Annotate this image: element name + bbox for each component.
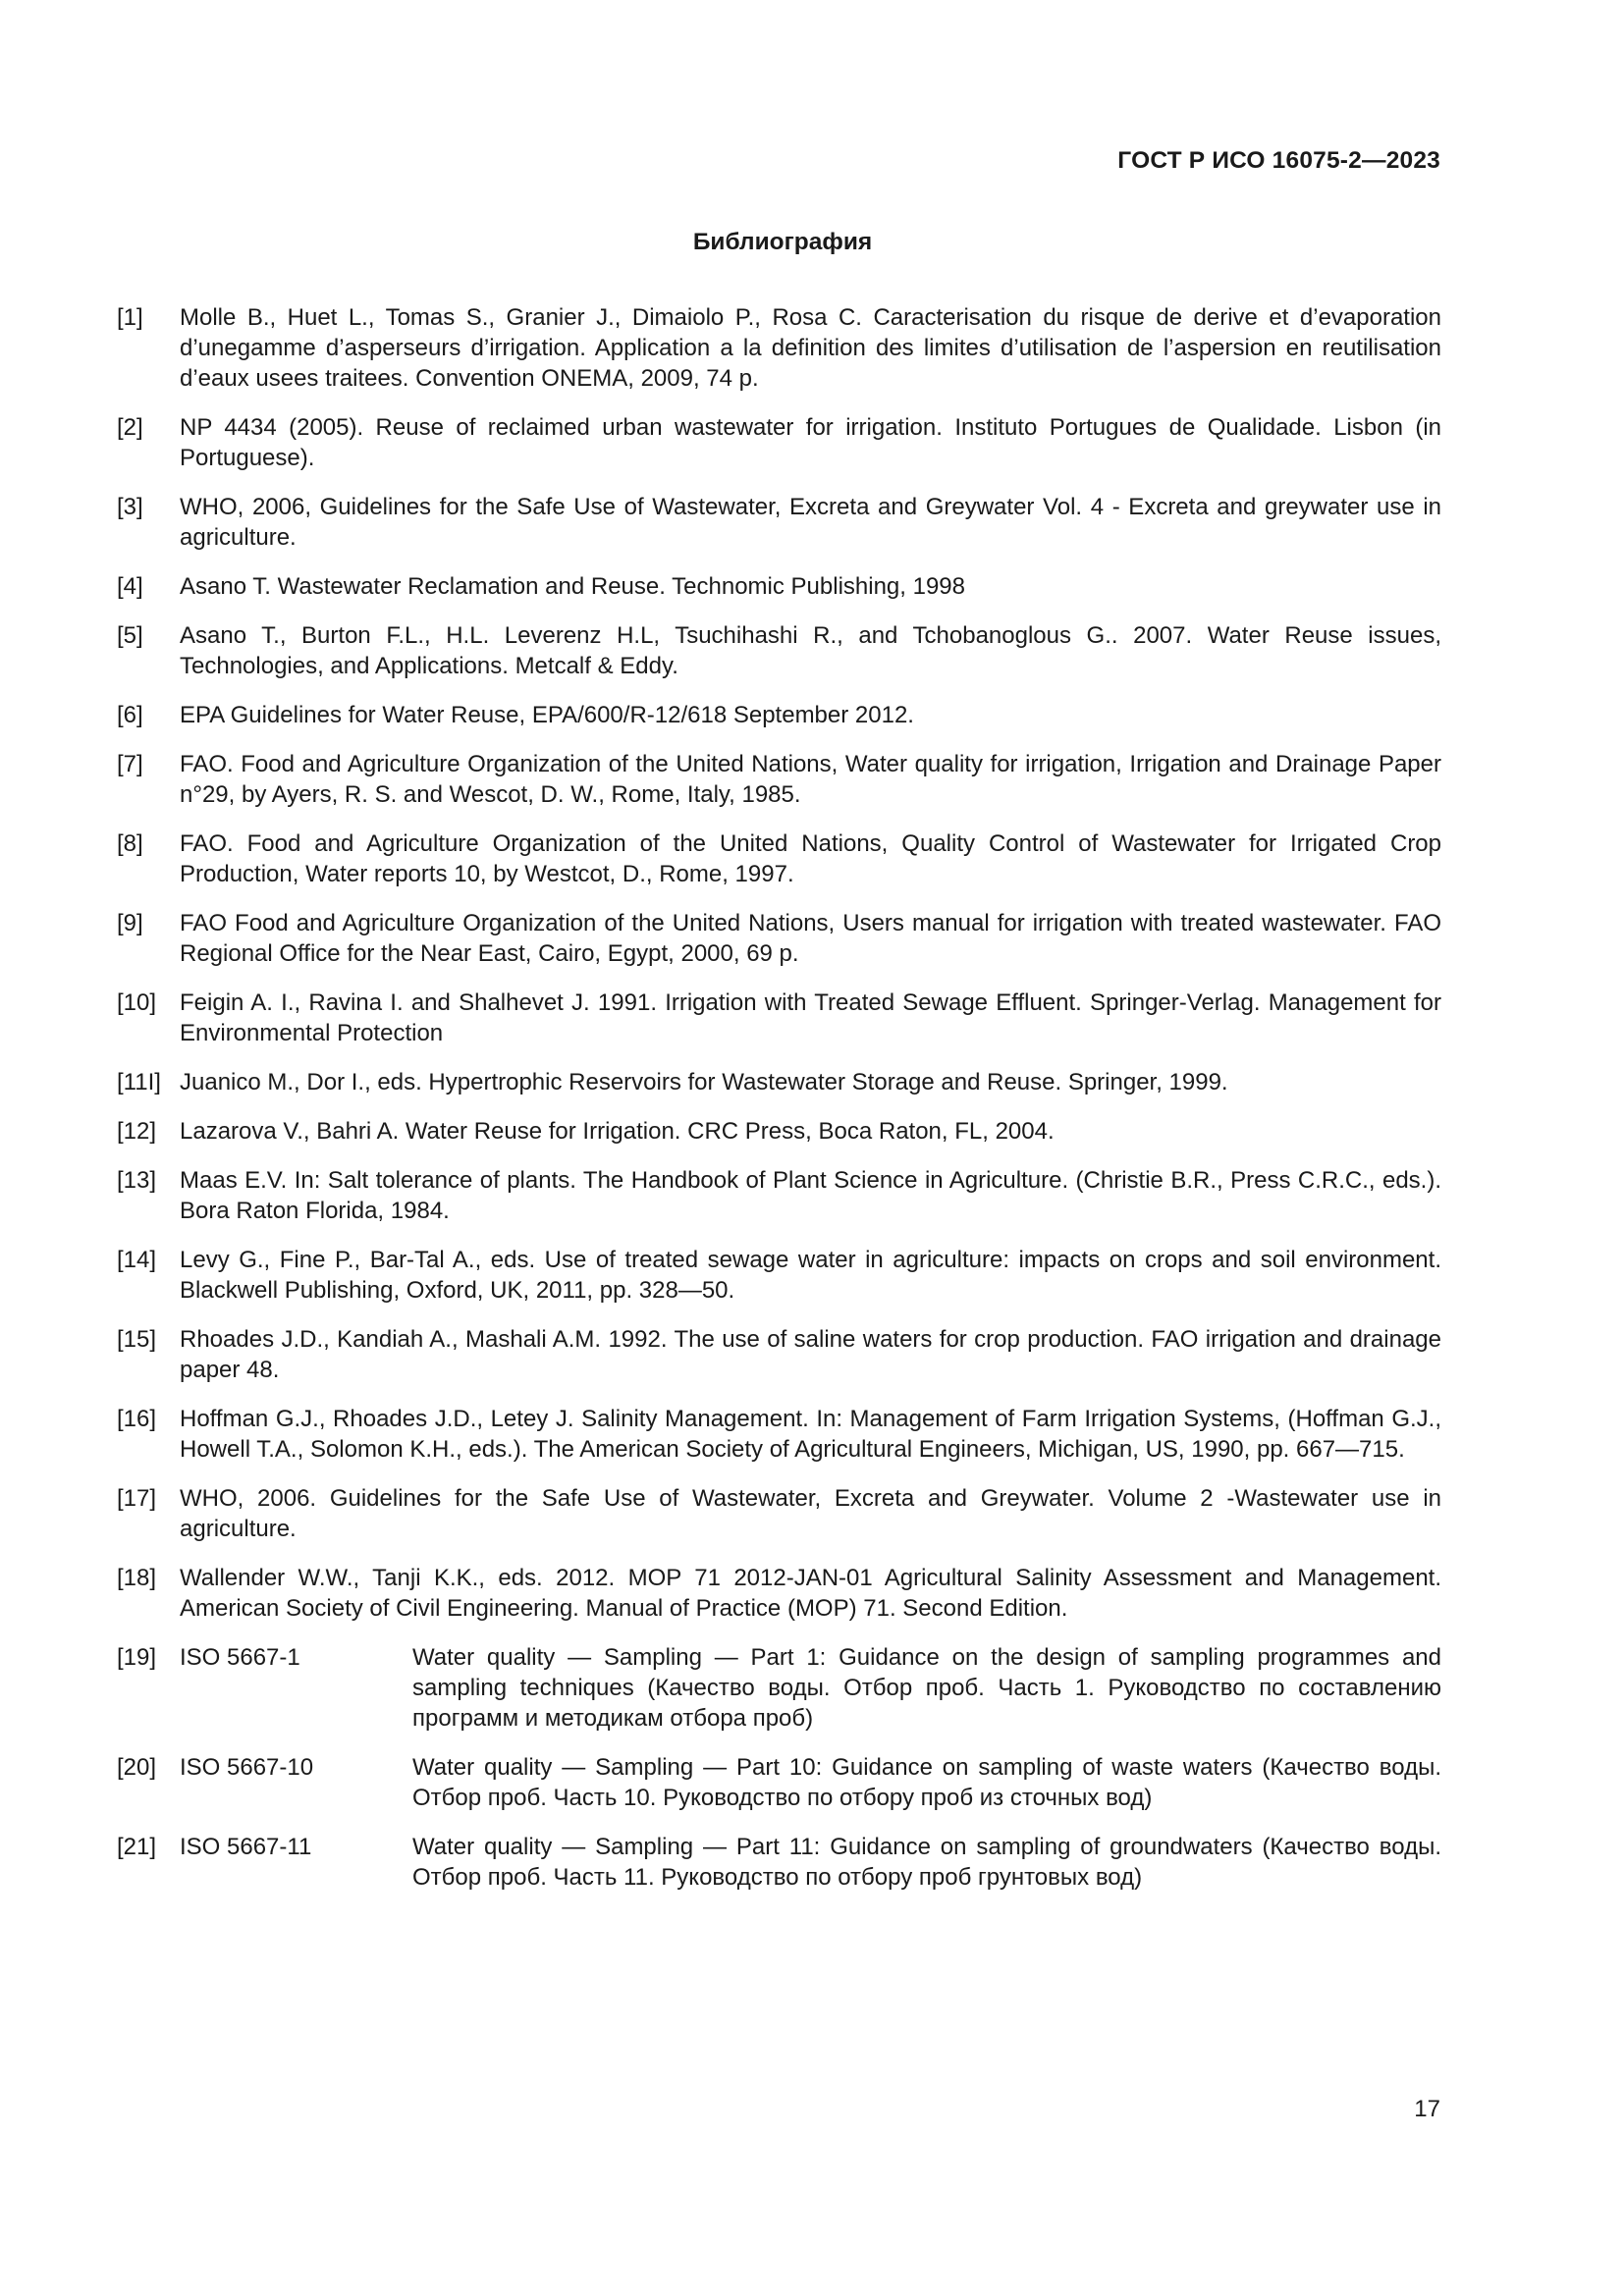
section-title: Библиография (692, 229, 873, 255)
bibliography-entry (117, 1563, 1441, 1624)
entry-text: FAO. Food and Agriculture Organization of the United Nations, Water quality for irrigation, Irrigation and Drainage Paper n°29, by Ayers, R. S. and Wescot, D. W., Rome, Italy, 1985. (180, 751, 1441, 808)
entry-text: NP 4434 (2005). Reuse of reclaimed urban wastewater for irrigation. Instituto Portugues de Qualidade. Lisbon (in Portuguese). (180, 414, 1441, 471)
entry-number: [7] (117, 751, 143, 777)
bibliography-entry (117, 1245, 1441, 1306)
bibliography-entry (117, 1324, 1441, 1385)
bibliography-entry (117, 1165, 1441, 1226)
bibliography-entry (117, 620, 1441, 681)
entry-number: [12] (117, 1118, 157, 1145)
entry-number: [18] (117, 1565, 157, 1591)
entry-number: [17] (117, 1485, 157, 1512)
entry-number: [5] (117, 622, 143, 649)
entry-number: [19] (117, 1644, 157, 1671)
entry-text: Lazarova V., Bahri A. Water Reuse for Irrigation. CRC Press, Boca Raton, FL, 2004. (180, 1118, 1055, 1145)
entry-number: [20] (117, 1754, 157, 1781)
standard-reference-entry (117, 1832, 1441, 1893)
standard-reference-entry (117, 1752, 1441, 1813)
bibliography-entry (117, 988, 1441, 1048)
entry-text: FAO. Food and Agriculture Organization of the United Nations, Quality Control of Wastewater for Irrigated Crop Production, Water reports 10, by Westcot, D., Rome, 1997. (180, 830, 1441, 887)
bibliography-entry (117, 1483, 1441, 1544)
standard-title: Water quality — Sampling — Part 10: Guidance on sampling of waste waters (Качество воды. Отбор проб. Часть 10. Руководство по отбору проб из сточных вод) (412, 1754, 1441, 1811)
entry-number: [3] (117, 494, 143, 520)
entry-number: [6] (117, 702, 143, 728)
entry-text: Asano T. Wastewater Reclamation and Reuse. Technomic Publishing, 1998 (180, 573, 966, 600)
bibliography-entry (117, 1116, 1441, 1147)
entry-number: [2] (117, 414, 143, 441)
entry-number: [14] (117, 1247, 157, 1273)
standard-code: ISO 5667-1 (180, 1644, 300, 1671)
entry-text: Levy G., Fine P., Bar-Tal A., eds. Use of treated sewage water in agriculture: impacts on crops and soil environment. Blackwell Publishing, Oxford, UK, 2011, pp. 328—50. (180, 1247, 1441, 1304)
entry-number: [11I] (117, 1069, 161, 1095)
entry-text: WHO, 2006. Guidelines for the Safe Use of Wastewater, Excreta and Greywater. Volume 2 -Wastewater use in agriculture. (180, 1485, 1441, 1542)
bibliography-entry (117, 908, 1441, 969)
entry-text: FAO Food and Agriculture Organization of the United Nations, Users manual for irrigation with treated wastewater. FAO Regional Office for the Near East, Cairo, Egypt, 2000, 69 p. (180, 910, 1441, 967)
entry-number: [9] (117, 910, 143, 936)
document-code: ГОСТ Р ИСО 16075-2—2023 (1117, 147, 1440, 174)
entry-number: [15] (117, 1326, 157, 1353)
bibliography-entry (117, 492, 1441, 553)
entry-number: [10] (117, 989, 157, 1016)
standard-title: Water quality — Sampling — Part 11: Guidance on sampling of groundwaters (Качество воды. Отбор проб. Часть 11. Руководство по отбору проб грунтовых вод) (412, 1834, 1441, 1891)
bibliography-entry (117, 828, 1441, 889)
entry-text: Wallender W.W., Tanji K.K., eds. 2012. MOP 71 2012-JAN-01 Agricultural Salinity Assessment and Management. American Society of Civil Engineering. Manual of Practice (MOP) 71. Second Edition. (180, 1565, 1441, 1622)
entry-number: [13] (117, 1167, 157, 1194)
page-number: 17 (1414, 2096, 1440, 2122)
bibliography-entry (117, 571, 1441, 602)
entry-text: Feigin A. I., Ravina I. and Shalhevet J. 1991. Irrigation with Treated Sewage Effluent. Springer-Verlag. Management for Environmental Protection (180, 989, 1441, 1046)
bibliography-entry (117, 412, 1441, 473)
standard-reference-entry (117, 1642, 1441, 1734)
bibliography-entry (117, 1404, 1441, 1465)
bibliography-entry (117, 700, 1441, 730)
entry-text: Molle B., Huet L., Tomas S., Granier J., Dimaiolo P., Rosa C. Caracterisation du risque de derive et d’evaporation d’unegamme d’asperseurs d’irrigation. Application a la definition des limites d’utilisation de l’aspersion en reutilisation d’eaux usees traitees. Convention ONEMA, 2009, 74 p. (180, 304, 1441, 392)
entry-number: [16] (117, 1406, 157, 1432)
entry-number: [1] (117, 304, 143, 331)
entry-number: [4] (117, 573, 143, 600)
standard-code: ISO 5667-10 (180, 1754, 314, 1781)
bibliography-entry (117, 302, 1441, 394)
standard-code: ISO 5667-11 (180, 1834, 312, 1860)
bibliography-entry (117, 749, 1441, 810)
bibliography-list (117, 302, 1441, 1911)
entry-text: Asano T., Burton F.L., H.L. Leverenz H.L, Tsuchihashi R., and Tchobanoglous G.. 2007. Water Reuse issues, Technologies, and Applications. Metcalf & Eddy. (180, 622, 1441, 679)
entry-text: EPA Guidelines for Water Reuse, EPA/600/R-12/618 September 2012. (180, 702, 914, 728)
entry-text: Juanico M., Dor I., eds. Hypertrophic Reservoirs for Wastewater Storage and Reuse. Springer, 1999. (180, 1069, 1228, 1095)
bibliography-entry (117, 1067, 1441, 1097)
entry-text: Maas E.V. In: Salt tolerance of plants. The Handbook of Plant Science in Agriculture. (Christie B.R., Press C.R.C., eds.). Bora Raton Florida, 1984. (180, 1167, 1441, 1224)
entry-text: WHO, 2006, Guidelines for the Safe Use of Wastewater, Excreta and Greywater Vol. 4 - Excreta and greywater use in agriculture. (180, 494, 1441, 551)
entry-text: Hoffman G.J., Rhoades J.D., Letey J. Salinity Management. In: Management of Farm Irrigation Systems, (Hoffman G.J., Howell T.A., Solomon K.H., eds.). The American Society of Agricultural Engineers, Michigan, US, 1990, pp. 667—715. (180, 1406, 1441, 1463)
entry-text: Rhoades J.D., Kandiah A., Mashali A.M. 1992. The use of saline waters for crop production. FAO irrigation and drainage paper 48. (180, 1326, 1441, 1383)
entry-number: [8] (117, 830, 143, 857)
entry-number: [21] (117, 1834, 157, 1860)
standard-title: Water quality — Sampling — Part 1: Guidance on the design of sampling programmes and sampling techniques (Качество воды. Отбор проб. Часть 1. Руководство по составлению программ и методикам отбора проб) (412, 1644, 1441, 1732)
